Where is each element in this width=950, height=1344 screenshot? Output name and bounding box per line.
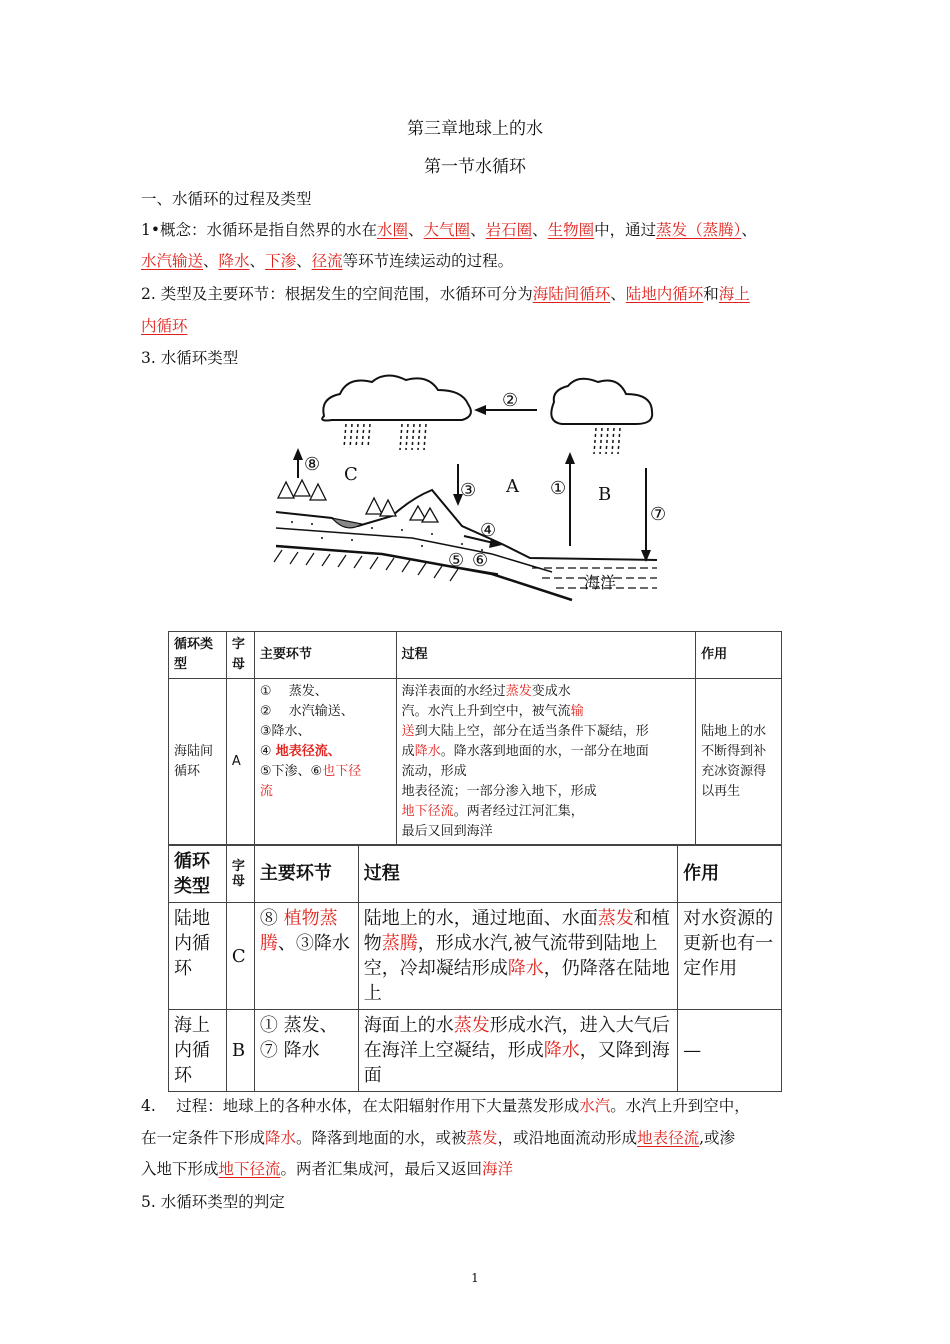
cell-process: 海面上的水蒸发形成水汽，进入大气后在海洋上空凝结，形成降水，又降到海面 bbox=[358, 1010, 677, 1092]
header-letter: 字母 bbox=[226, 632, 254, 679]
label-3: ③ bbox=[460, 480, 477, 501]
label-2: ② bbox=[502, 390, 519, 411]
paragraph-1-line-2: 水汽输送、降水、下渗、径流等环节连续运动的过程。 bbox=[141, 252, 514, 270]
cell-letter: B bbox=[226, 1010, 254, 1092]
label-5: ⑤ bbox=[448, 550, 465, 571]
paragraph-2-line-2: 内循环 bbox=[141, 317, 188, 335]
header-letter: 字母 bbox=[226, 845, 254, 903]
label-4: ④ bbox=[480, 520, 497, 541]
label-A: A bbox=[506, 476, 519, 497]
paragraph-3: 3. 水循环类型 bbox=[141, 349, 239, 367]
paragraph-4-line-3: 入地下形成地下径流。两者汇集成河，最后又返回海洋 bbox=[141, 1160, 514, 1178]
header-effect: 作用 bbox=[696, 632, 782, 679]
heading-1: 一、水循环的过程及类型 bbox=[141, 190, 312, 208]
header-steps: 主要环节 bbox=[254, 632, 396, 679]
header-type: 循环类型 bbox=[169, 632, 227, 679]
paragraph-1-line-1: 1•概念：水循环是指自然界的水在水圈、大气圈、岩石圈、生物圈中，通过蒸发（蒸腾）、 bbox=[141, 221, 757, 239]
paragraph-5: 5. 水循环类型的判定 bbox=[141, 1193, 285, 1211]
cell-type: 海上内循环 bbox=[169, 1010, 227, 1092]
page-number: 1 bbox=[471, 1271, 479, 1285]
header-process: 过程 bbox=[396, 632, 695, 679]
header-type: 循环类型 bbox=[169, 845, 227, 903]
cell-process: 陆地上的水，通过地面、水面蒸发和植物蒸腾，形成水汽,被气流带到陆地上空，冷却凝结形成降水，仍降落在陆地上 bbox=[358, 903, 677, 1010]
table-sea-land-cycle bbox=[168, 631, 782, 846]
cell-letter: A bbox=[226, 679, 254, 846]
paragraph-4-line-2: 在一定条件下形成降水。降落到地面的水，或被蒸发，或沿地面流动形成地表径流,或渗 bbox=[141, 1129, 736, 1147]
cell-steps: ⑧ 植物蒸腾、③降水 bbox=[254, 903, 358, 1010]
cell-process: 海洋表面的水经过蒸发变成水 汽。水汽上升到空中，被气流输 送到大陆上空，部分在适当条件下凝结，形 成降水。降水落到地面的水，一部分在地面 流动，形成 地表径流；一部分渗入地下，形成 地下径流。两者经过江河汇集， 最后又回到海洋 bbox=[396, 679, 695, 846]
label-6: ⑥ bbox=[472, 550, 489, 571]
cell-type: 海陆间循环 bbox=[169, 679, 227, 846]
cell-type: 陆地内循环 bbox=[169, 903, 227, 1010]
label-7: ⑦ bbox=[650, 504, 667, 525]
paragraph-4-line-1: 4. 过程：地球上的各种水体，在太阳辐射作用下大量蒸发形成水汽。水汽上升到空中， bbox=[141, 1097, 750, 1115]
label-8: ⑧ bbox=[304, 454, 321, 475]
label-ocean: 海洋 bbox=[584, 573, 617, 592]
label-1: ① bbox=[550, 478, 567, 499]
header-effect: 作用 bbox=[678, 845, 782, 903]
cell-steps: ① 蒸发、 ② 水汽输送、 ③降水、 ④ 地表径流、 ⑤下渗、⑥也下径 流 bbox=[254, 679, 396, 846]
cell-letter: C bbox=[226, 903, 254, 1010]
header-steps: 主要环节 bbox=[254, 845, 358, 903]
cell-effect: 对水资源的更新也有一定作用 bbox=[678, 903, 782, 1010]
cell-effect: — bbox=[678, 1010, 782, 1092]
cell-steps: ① 蒸发、⑦ 降水 bbox=[254, 1010, 358, 1092]
section-title: 第一节水循环 bbox=[424, 157, 526, 177]
table-row bbox=[169, 903, 782, 1010]
label-B: B bbox=[598, 484, 612, 505]
header-process: 过程 bbox=[358, 845, 677, 903]
chapter-title: 第三章地球上的水 bbox=[407, 119, 543, 139]
water-cycle-diagram bbox=[262, 368, 682, 618]
cell-effect: 陆地上的水不断得到补充冰资源得以再生 bbox=[696, 679, 782, 846]
table-row bbox=[169, 1010, 782, 1092]
table-other-cycles bbox=[168, 844, 782, 1092]
paragraph-2-line-1: 2. 类型及主要环节：根据发生的空间范围，水循环可分为海陆间循环、陆地内循环和海上 bbox=[141, 285, 750, 303]
label-C: C bbox=[344, 464, 358, 485]
